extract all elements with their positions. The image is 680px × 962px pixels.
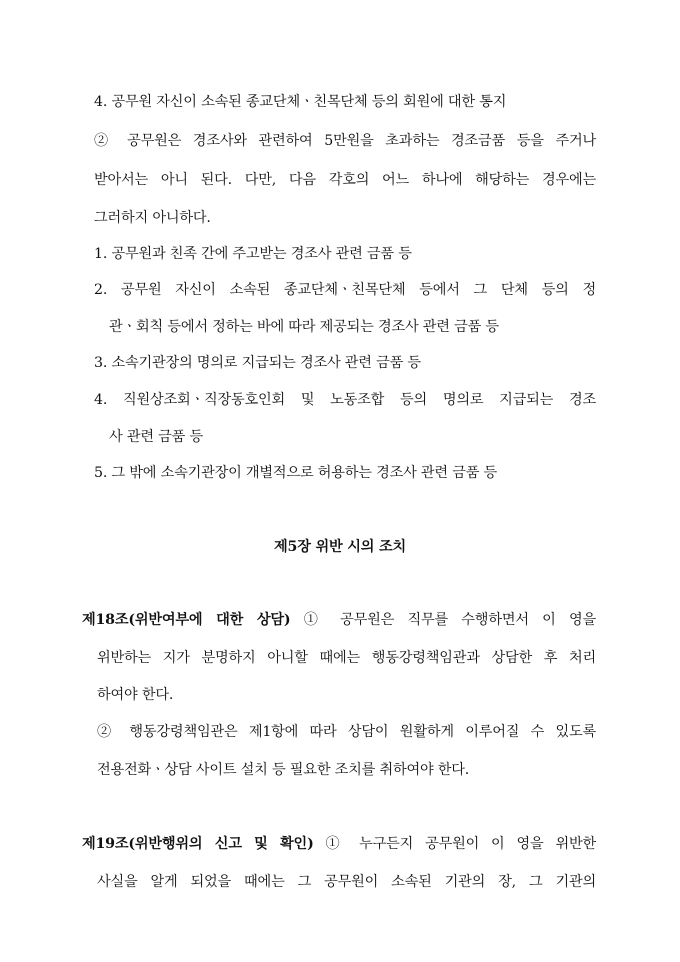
text-line-7: 관ㆍ회칙 등에서 정하는 바에 따라 제공되는 경조사 관련 금품 등 <box>109 319 499 335</box>
article-18-line-3: 하여야 한다. <box>97 687 174 703</box>
article-18-first-line <box>82 610 596 630</box>
article-19-heading: 제19조(위반행위의 신고 및 확인) <box>82 836 314 852</box>
article-18-line-2: 위반하는 지가 분명하지 아니할 때에는 행동강령책임관과 상담한 후 처리 <box>97 650 596 666</box>
article-19-line-1: ① 누구든지 공무원이 이 영을 위반한 <box>313 836 596 852</box>
text-line-1: 4. 공무원 자신이 소속된 종교단체ㆍ친목단체 등의 회원에 대한 통지 <box>94 94 507 110</box>
text-line-6: 2. 공무원 자신이 소속된 종교단체ㆍ친목단체 등에서 그 단체 등의 정 <box>94 282 596 298</box>
chapter-title: 제5장 위반 시의 조치 <box>274 539 406 555</box>
text-line-5: 1. 공무원과 친족 간에 주고받는 경조사 관련 금품 등 <box>94 246 412 262</box>
text-line-9: 4. 직원상조회ㆍ직장동호인회 및 노동조합 등의 명의로 지급되는 경조 <box>94 392 596 408</box>
article-19-line-2: 사실을 알게 되었을 때에는 그 공무원이 소속된 기관의 장, 그 기관의 <box>97 874 596 890</box>
article-18-heading: 제18조(위반여부에 대한 상담) <box>82 612 291 628</box>
text-line-10: 사 관련 금품 등 <box>109 429 203 445</box>
text-line-8: 3. 소속기관장의 명의로 지급되는 경조사 관련 금품 등 <box>94 355 421 371</box>
article-18-line-1: ① 공무원은 직무를 수행하면서 이 영을 <box>290 612 596 628</box>
article-18-line-5: 전용전화ㆍ상담 사이트 설치 등 필요한 조치를 취하여야 한다. <box>97 762 470 778</box>
article-18-line-4: ② 행동강령책임관은 제1항에 따라 상담이 원활하게 이루어질 수 있도록 <box>97 724 596 740</box>
text-line-2: ② 공무원은 경조사와 관련하여 5만원을 초과하는 경조금품 등을 주거나 <box>94 133 596 149</box>
text-line-3: 받아서는 아니 된다. 다만, 다음 각호의 어느 하나에 해당하는 경우에는 <box>94 172 596 188</box>
text-line-11: 5. 그 밖에 소속기관장이 개별적으로 허용하는 경조사 관련 금품 등 <box>94 465 498 481</box>
article-19-first-line <box>82 834 596 854</box>
text-line-4: 그러하지 아니하다. <box>94 210 211 226</box>
